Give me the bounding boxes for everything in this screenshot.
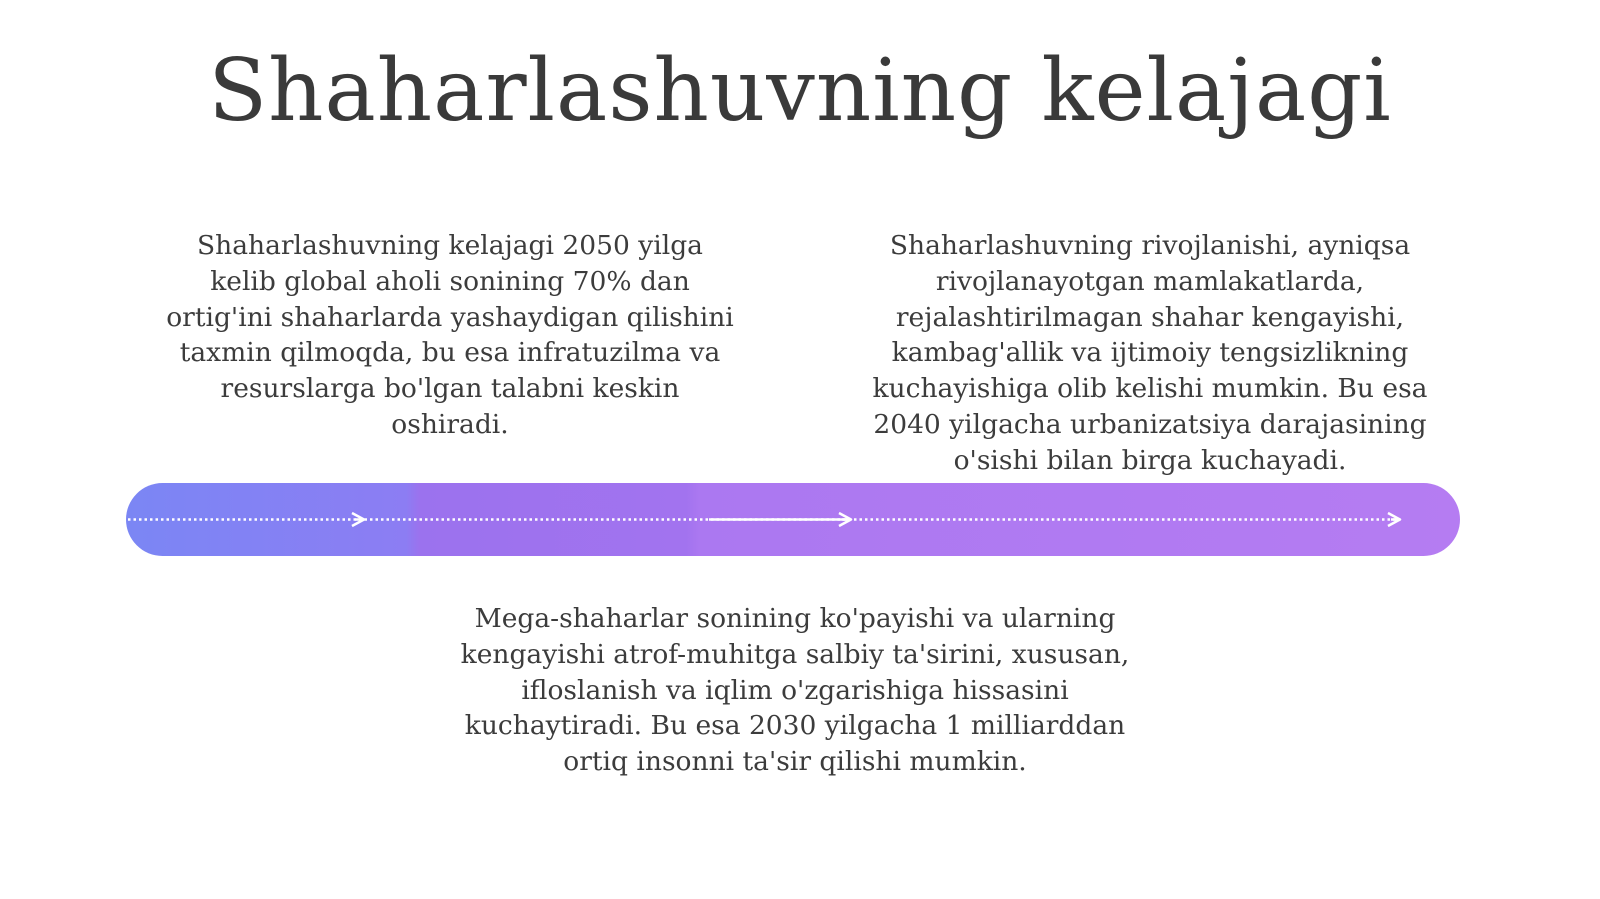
slide-title: Shaharlashuvning kelajagi: [208, 41, 1392, 141]
timeline-bar: [126, 483, 1460, 556]
timeline-item-text-3: Mega-shaharlar sonining ko'payishi va ularning kengayishi atrof-muhitga salbiy ta'sirini, xususan, ifloslanish va iqlim o'zgarishiga hissasini kuchaytiradi. Bu esa 2030 yilgacha 1 milliarddan ortiq insonni ta'sir qilishi mumkin.: [460, 603, 1130, 778]
timeline-graphic: [126, 483, 1460, 556]
timeline-item-text-2: Shaharlashuvning rivojlanishi, ayniqsa rivojlanayotgan mamlakatlarda, rejalashtirilmagan shahar kengayishi, kambag'allik va ijtimoiy tengsizlikning kuchayishiga olib kelishi mumkin. Bu esa 2040 yilgacha urbanizatsiya darajasining o'sishi bilan birga kuchayadi.: [872, 230, 1428, 476]
timeline-item-text-1: Shaharlashuvning kelajagi 2050 yilga kelib global aholi sonining 70% dan ortig'ini shaharlarda yashaydigan qilishini taxmin qilmoqda, bu esa infratuzilma va resurslarga bo'lgan talabni keskin oshiradi.: [166, 230, 734, 440]
